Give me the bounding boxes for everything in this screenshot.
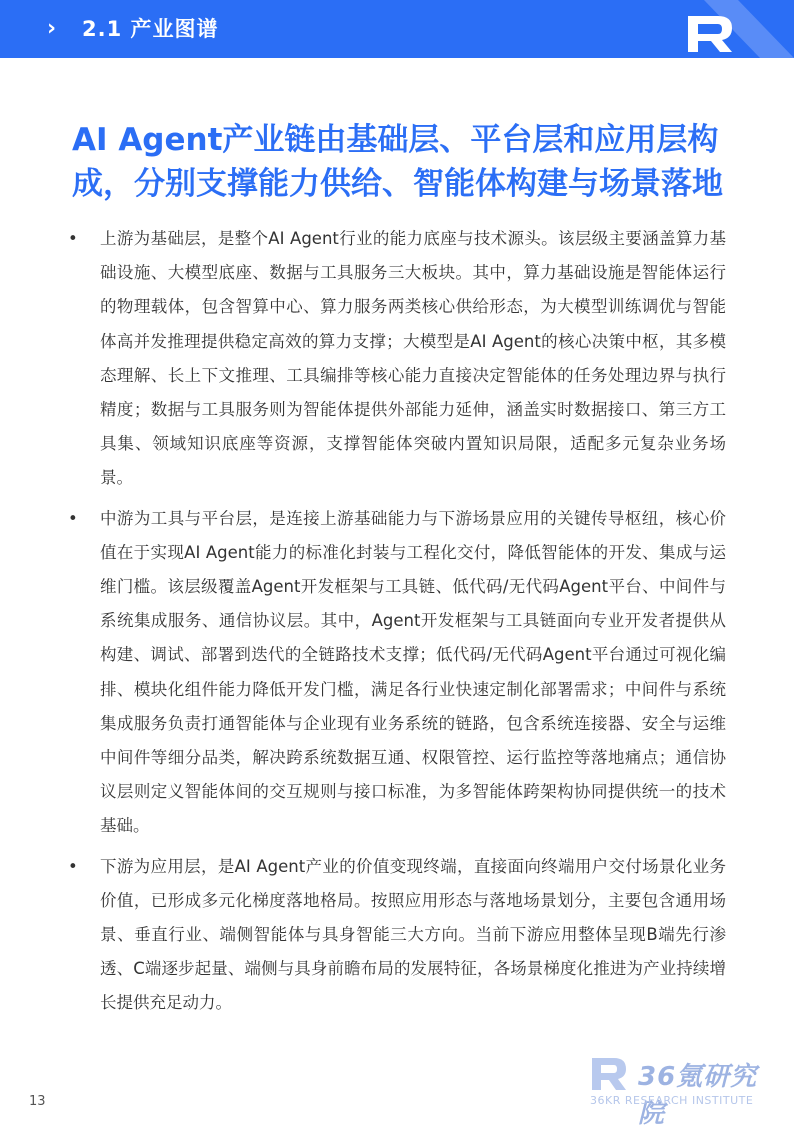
header-bar: [0, 0, 794, 58]
bullet-text: 上游为基础层，是整个AI Agent行业的能力底座与技术源头。该层级主要涵盖算力基础设施、大模型底座、数据与工具服务三大板块。其中，算力基础设施是智能体运行的物理载体，包含智算中心、算力服务两类核心供给形态，为大模型训练调优与智能体高并发推理提供稳定高效的算力支撑；大模型是AI Agent的核心决策中枢，其多模态理解、长上下文推理、工具编排等核心能力直接决定智能体的任务处理边界与执行精度；数据与工具服务则为智能体提供外部能力延伸，涵盖实时数据接口、第三方工具集、领域知识底座等资源，支撑智能体突破内置知识局限，适配多元复杂业务场景。: [100, 229, 726, 488]
bullet-dot-icon: •: [68, 856, 78, 876]
section-title: 2.1 产业图谱: [82, 17, 219, 41]
list-item: [58, 502, 726, 844]
bullet-list: [58, 222, 726, 1027]
bullet-text: 下游为应用层，是AI Agent产业的价值变现终端，直接面向终端用户交付场景化业务价值，已形成多元化梯度落地格局。按照应用形态与落地场景划分，主要包含通用场景、垂直行业、端侧智能体与具身智能三大方向。当前下游应用整体呈现B端先行渗透、C端逐步起量、端侧与具身前瞻布局的发展特征，各场景梯度化推进为产业持续增长提供充足动力。: [100, 856, 726, 1013]
watermark: [588, 1052, 776, 1129]
watermark-name: 36氪研究院: [638, 1062, 758, 1129]
list-item: [58, 222, 726, 496]
page-number: 13: [29, 1094, 46, 1109]
chevron-right-icon: ›: [47, 16, 57, 41]
bullet-text: 中游为工具与平台层，是连接上游基础能力与下游场景应用的关键传导枢纽，核心价值在于实现AI Agent能力的标准化封装与工程化交付，降低智能体的开发、集成与运维门槛。该层级覆盖Agent开发框架与工具链、低代码/无代码Agent平台、中间件与系统集成服务、通信协议层。其中，Agent开发框架与工具链面向专业开发者提供从构建、调试、部署到迭代的全链路技术支撑；低代码/无代码Agent平台通过可视化编排、模块化组件能力降低开发门槛，满足各行业快速定制化部署需求；中间件与系统集成服务负责打通智能体与企业现有业务系统的链路，包含系统连接器、安全与运维中间件等细分品类，解决跨系统数据互通、权限管控、运行监控等落地痛点；通信协议层则定义智能体间的交互规则与接口标准，为多智能体跨架构协同提供统一的技术基础。: [100, 508, 726, 836]
bullet-dot-icon: •: [68, 508, 78, 528]
page-title: AI Agent产业链由基础层、平台层和应用层构成，分别支撑能力供给、智能体构建与场景落地: [72, 122, 723, 202]
bullet-dot-icon: •: [68, 229, 78, 248]
36kr-watermark-logo-icon: [588, 1054, 632, 1094]
watermark-subtitle: 36KR RESEARCH INSTITUTE: [590, 1094, 754, 1107]
list-item: [58, 850, 726, 1021]
36kr-logo-icon: [676, 0, 794, 58]
